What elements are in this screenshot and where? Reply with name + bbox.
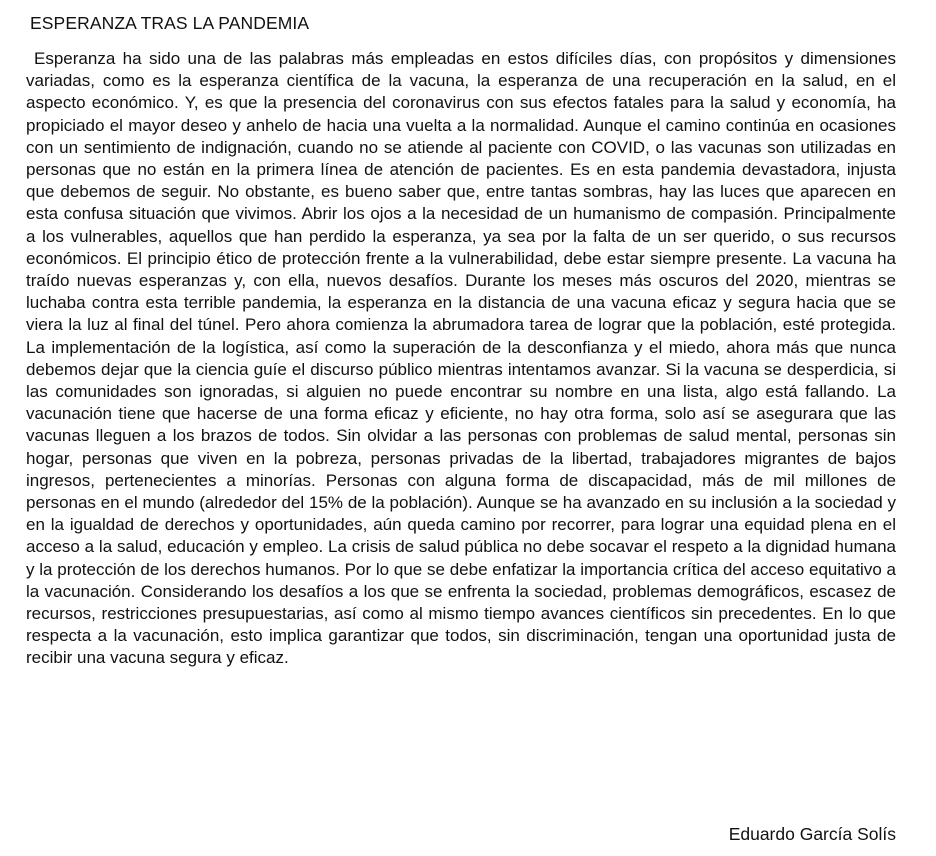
document-page: [26, 12, 896, 670]
document-body: Esperanza ha sido una de las palabras más empleadas en estos difíciles días, con propósitos y dimensiones variadas, como es la esperanza científica de la vacuna, la esperanza de una recuperación en la salud, en el aspecto económico. Y, es que la presencia del coronavirus con sus efectos fatales para la salud y economía, ha propiciado el mayor deseo y anhelo de hacia una vuelta a la normalidad. Aunque el camino continúa en ocasiones con un sentimiento de indignación, cuando no se atiende al paciente con COVID, o las vacunas son utilizadas en personas que no están en la primera línea de atención de pacientes. Es en esta pandemia devastadora, injusta que debemos de seguir. No obstante, es bueno saber que, entre tantas sombras, hay las luces que aparecen en esta confusa situación que vivimos. Abrir los ojos a la necesidad de un humanismo de compasión. Principalmente a los vulnerables, aquellos que han perdido la esperanza, ya sea por la falta de un ser querido, o sus recursos económicos. El principio ético de protección frente a la vulnerabilidad, debe estar siempre presente. La vacuna ha traído nuevas esperanzas y, con ella, nuevos desafíos. Durante los meses más oscuros del 2020, mientras se luchaba contra esta terrible pandemia, la esperanza en la distancia de una vacuna eficaz y segura hacia que se viera la luz al final del túnel. Pero ahora comienza la abrumadora tarea de lograr que la población, esté protegida. La implementación de la logística, así como la superación de la desconfianza y el miedo, ahora más que nunca debemos dejar que la ciencia guíe el discurso público mientras intentamos avanzar. Si la vacuna se desperdicia, si las comunidades son ignoradas, si alguien no puede encontrar su nombre en una lista, algo está fallando. La vacunación tiene que hacerse de una forma eficaz y eficiente, no hay otra forma, solo así se asegurara que las vacunas lleguen a los brazos de todos. Sin olvidar a las personas con problemas de salud mental, personas sin hogar, personas que viven en la pobreza, personas privadas de la libertad, trabajadores migrantes de bajos ingresos, pertenecientes a minorías. Personas con alguna forma de discapacidad, más de mil millones de personas en el mundo (alrededor del 15% de la población). Aunque se ha avanzado en su inclusión a la sociedad y en la igualdad de derechos y oportunidades, aún queda camino por recorrer, para lograr una equidad plena en el acceso a la salud, educación y empleo. La crisis de salud pública no debe socavar el respeto a la dignidad humana y la protección de los derechos humanos. Por lo que se debe enfatizar la importancia crítica del acceso equitativo a la vacunación. Considerando los desafíos a los que se enfrenta la sociedad, problemas demográficos, escasez de recursos, restricciones presupuestarias, así como al mismo tiempo avances científicos sin precedentes. En lo que respecta a la vacunación, esto implica garantizar que todos, sin discriminación, tengan una oportunidad justa de recibir una vacuna segura y eficaz.: [26, 49, 896, 668]
document-title: ESPERANZA TRAS LA PANDEMIA: [30, 13, 310, 33]
author-signature: Eduardo García Solís: [728, 824, 896, 844]
